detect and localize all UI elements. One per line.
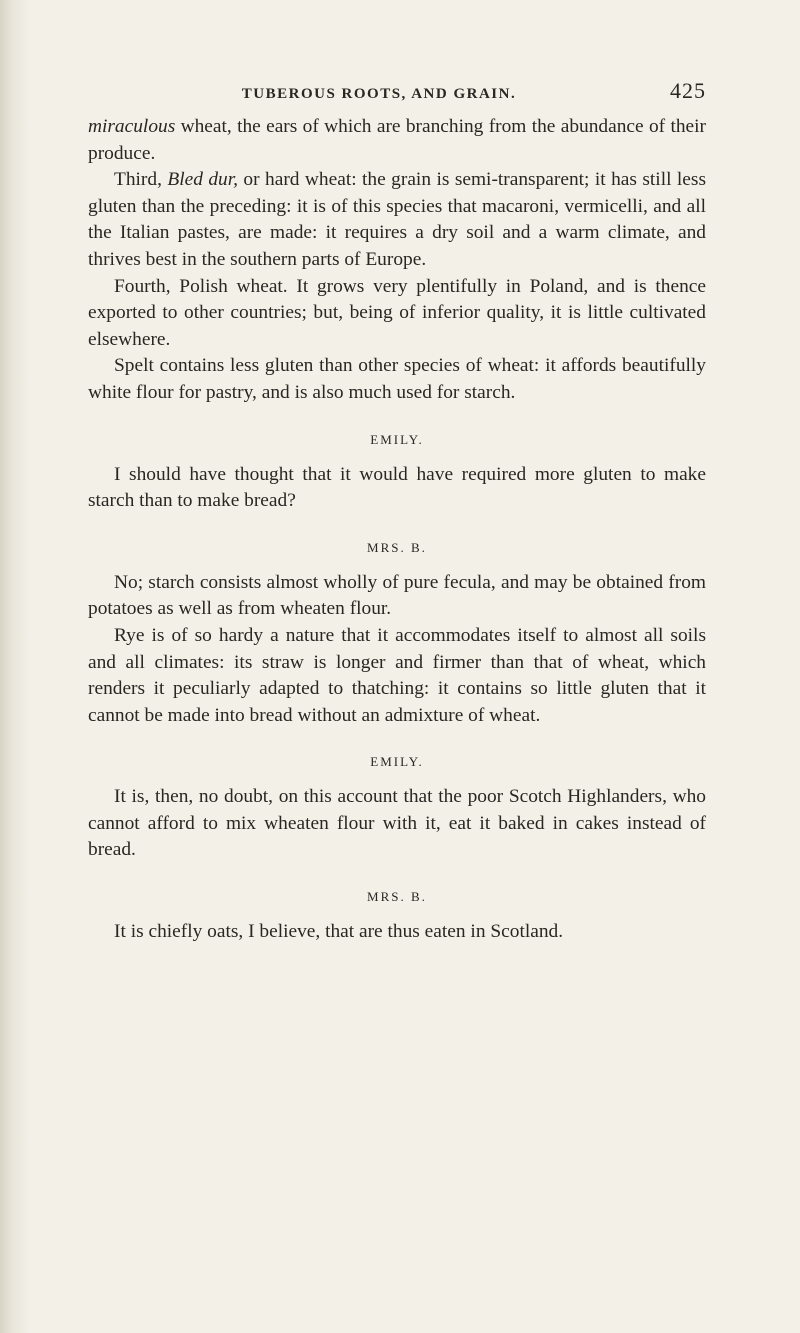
text-run: No; starch consists almost wholly of pure fecula, and may be obtained from potatoes as well as from wheaten flour. (88, 571, 706, 620)
paragraph (88, 462, 706, 515)
italic-text: miraculous (88, 116, 176, 137)
book-page (88, 78, 706, 946)
running-head (88, 78, 706, 114)
text-run: wheat, the ears of which are branching from the abundance of their produce. (88, 116, 706, 164)
text-run: Third, (114, 169, 168, 191)
paragraph (88, 784, 706, 864)
paragraph (88, 623, 706, 729)
page-edge-shadow (0, 0, 30, 1333)
paragraph (88, 114, 706, 167)
paragraph (88, 274, 706, 354)
text-run: It is chiefly oats, I believe, that are thus eaten in Scotland. (114, 921, 564, 943)
text-run: or hard wheat: the grain is semi-transparent; it has still less gluten than the preceding: it is of this species that macaroni, vermicelli, and all the Italian pastes, are made: it requires a dry soil and a warm climate, and thrives best in the southern parts of Europe. (88, 169, 706, 270)
paragraph (88, 570, 706, 623)
paragraph (88, 919, 706, 946)
paragraph (88, 353, 706, 406)
text-run: I should have thought that it would have required more gluten to make starch than to make bread? (88, 463, 706, 512)
running-head-title: TUBEROUS ROOTS, AND GRAIN. (241, 86, 517, 102)
text-run: It is, then, no doubt, on this account that the poor Scotch Highlanders, who cannot afford to mix wheaten flour with it, eat it baked in cakes instead of bread. (88, 786, 706, 861)
speaker-heading: EMILY. (370, 754, 424, 770)
text-run: Fourth, Polish wheat. It grows very plentifully in Poland, and is thence exported to other countries; but, being of inferior quality, it is little cultivated elsewhere. (88, 275, 706, 350)
speaker-heading: MRS. B. (367, 539, 427, 555)
paragraph (88, 167, 706, 273)
page-number: 425 (670, 78, 706, 103)
italic-text: Bled dur, (167, 169, 238, 191)
body-text (88, 114, 706, 946)
text-run: Rye is of so hardy a nature that it accommodates itself to almost all soils and all climates: its straw is longer and firmer than that of wheat, which renders it peculiarly adapted to thatching: it contains so little gluten that it cannot be made into bread without an admixture of wheat. (88, 624, 706, 726)
text-run: Spelt contains less gluten than other species of wheat: it affords beautifully white flour for pastry, and is also much used for starch. (88, 355, 706, 403)
speaker-heading: EMILY. (370, 431, 424, 447)
speaker-heading: MRS. B. (367, 889, 427, 905)
